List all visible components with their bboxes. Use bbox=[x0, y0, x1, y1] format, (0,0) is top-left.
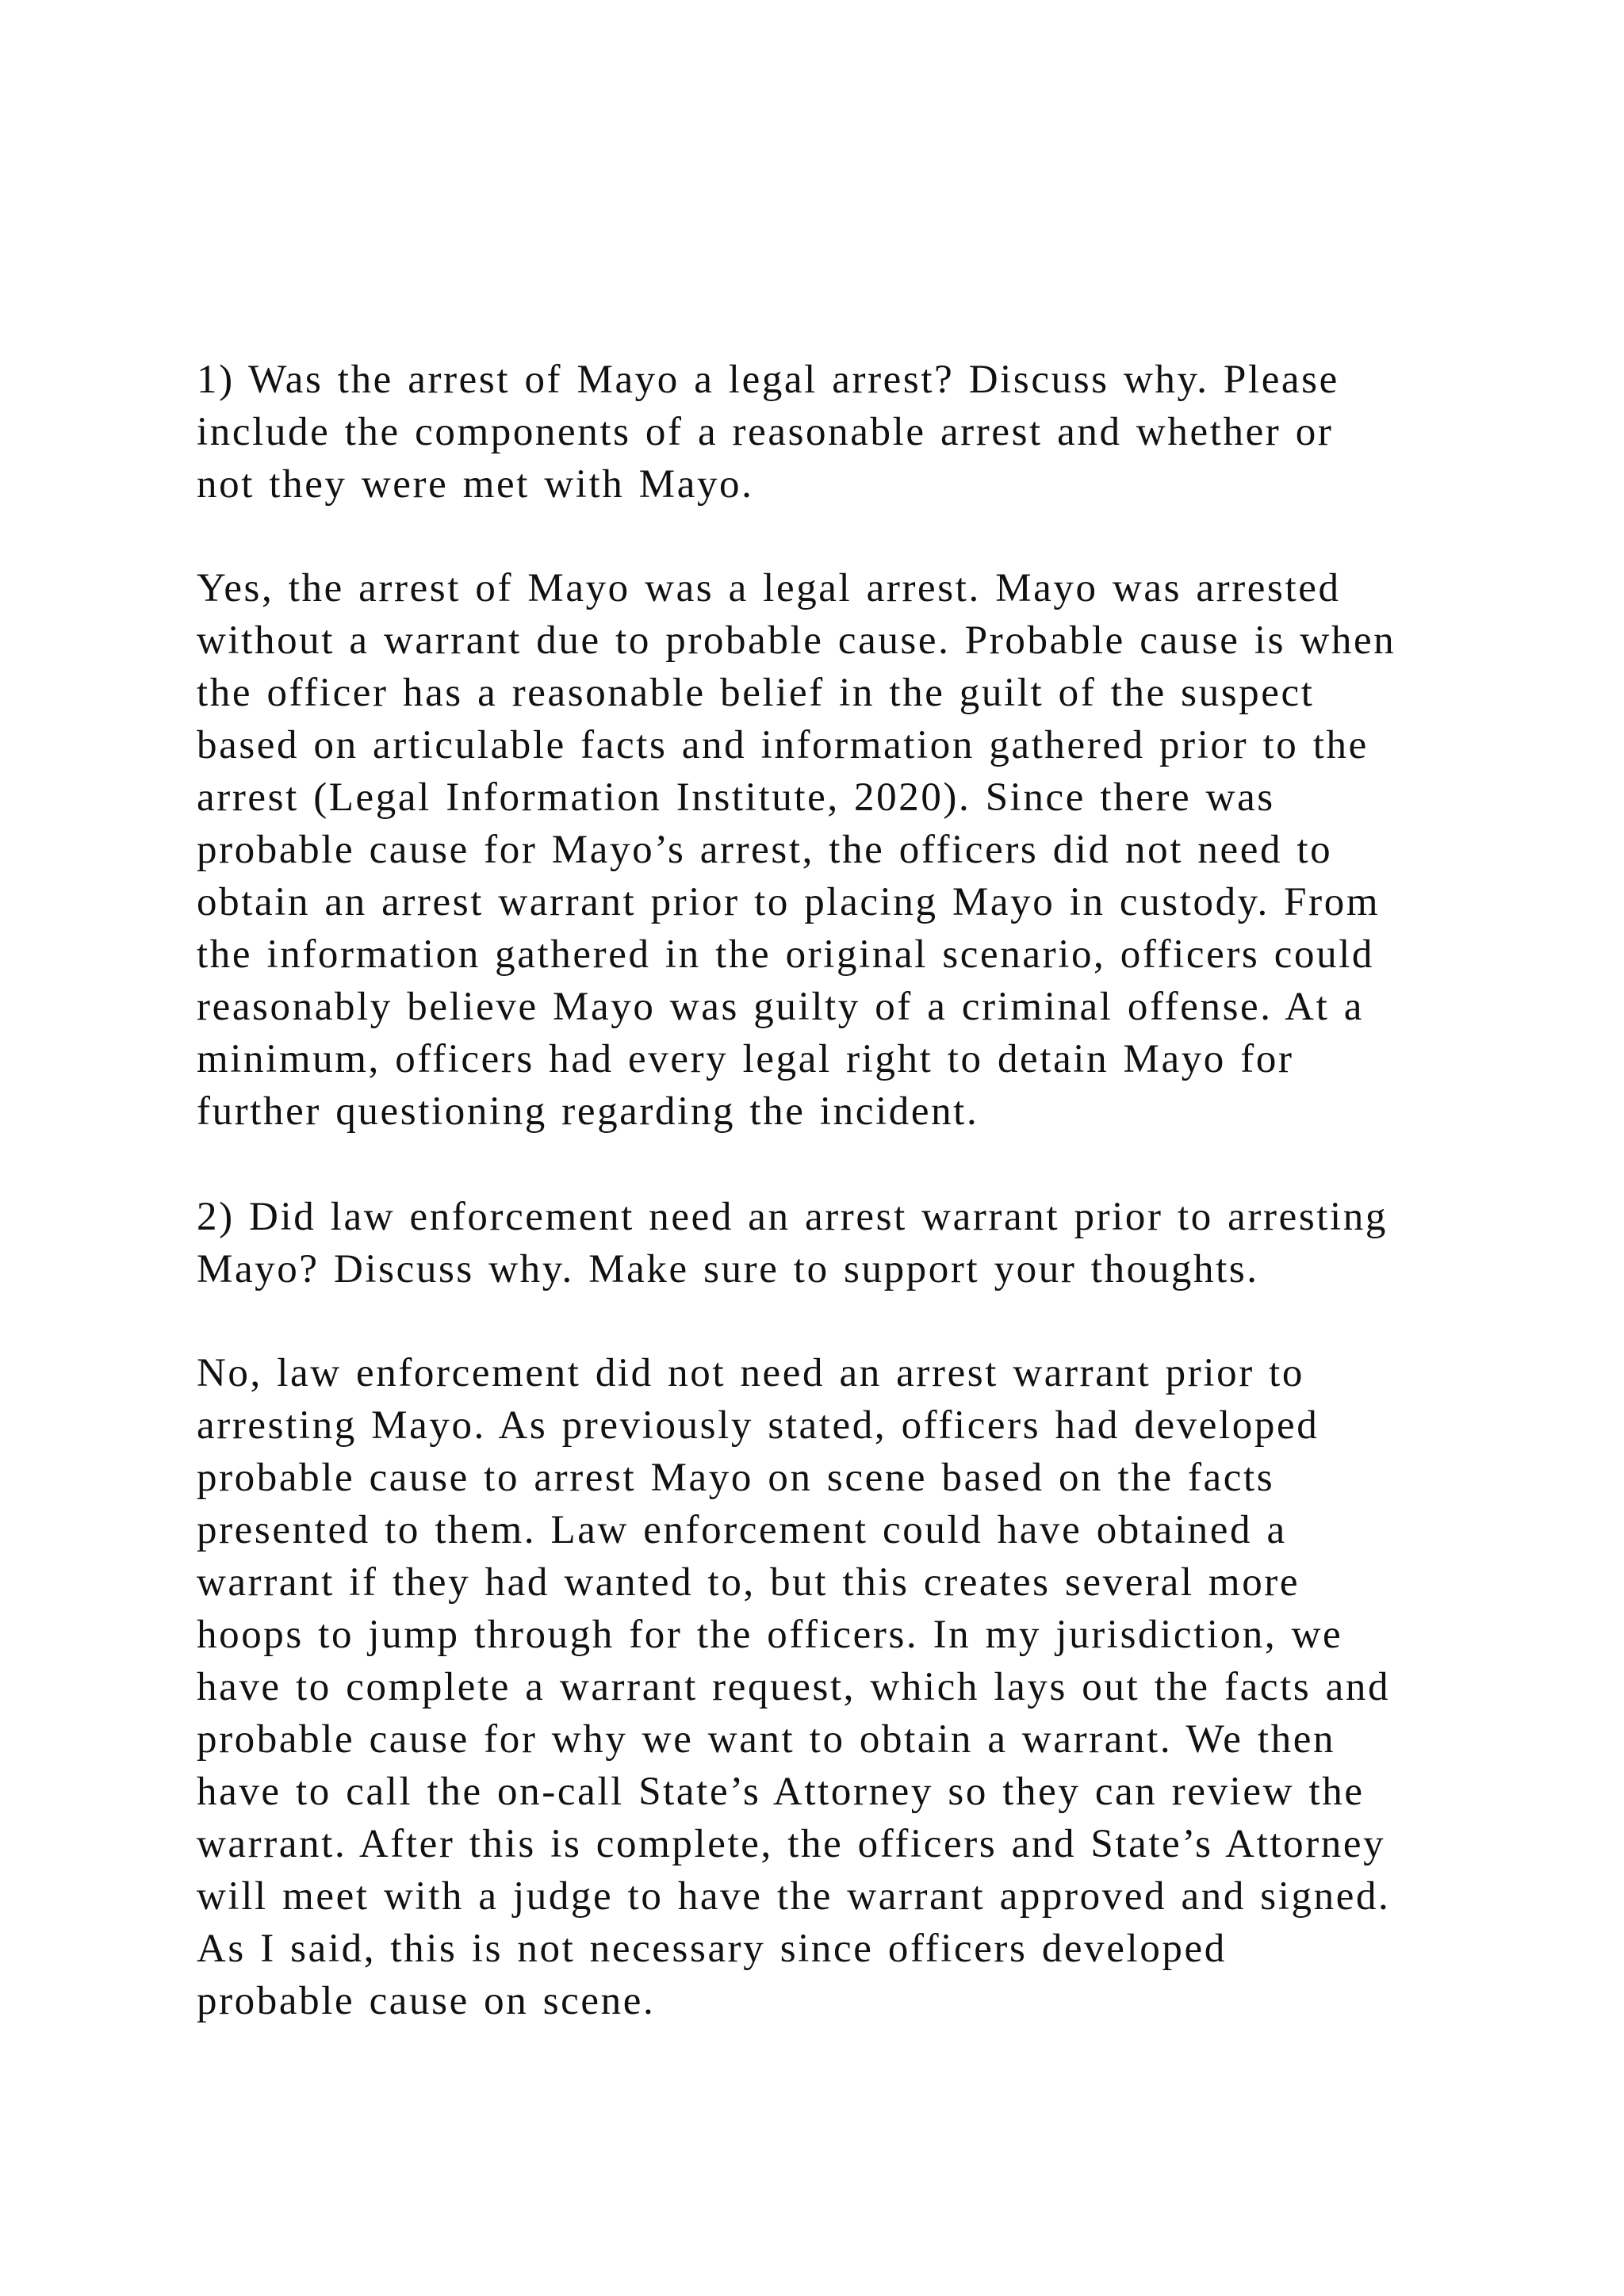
question-1-answer-line: the officer has a reasonable belief in the guilt of the suspect bbox=[197, 671, 1315, 715]
question-2-prompt-line: Mayo? Discuss why. Make sure to support your thoughts. bbox=[197, 1247, 1259, 1292]
question-2-answer-line: probable cause to arrest Mayo on scene based on the facts bbox=[197, 1456, 1275, 1500]
question-2-answer-line: have to complete a warrant request, which lays out the facts and bbox=[197, 1665, 1391, 1709]
question-1-answer-line: obtain an arrest warrant prior to placing Mayo in custody. From bbox=[197, 880, 1381, 924]
question-1-answer-line: based on articulable facts and information gathered prior to the bbox=[197, 723, 1369, 767]
question-2-answer-line: As I said, this is not necessary since officers developed bbox=[197, 1927, 1227, 1971]
question-2-answer-line: hoops to jump through for the officers. In my jurisdiction, we bbox=[197, 1613, 1343, 1657]
question-1-prompt-line: include the components of a reasonable arrest and whether or bbox=[197, 410, 1334, 454]
question-1-answer-line: without a warrant due to probable cause. Probable cause is when bbox=[197, 618, 1396, 663]
question-1-answer-line: the information gathered in the original scenario, officers could bbox=[197, 932, 1375, 977]
question-1-prompt-line: 1) Was the arrest of Mayo a legal arrest? Discuss why. Please bbox=[197, 358, 1339, 402]
question-2-answer-line: will meet with a judge to have the warrant approved and signed. bbox=[197, 1874, 1391, 1919]
question-2-answer-line: have to call the on-call State’s Attorney so they can review the bbox=[197, 1770, 1365, 1814]
question-1-answer-line: Yes, the arrest of Mayo was a legal arrest. Mayo was arrested bbox=[197, 566, 1341, 610]
question-1-answer-line: arrest (Legal Information Institute, 2020). Since there was bbox=[197, 775, 1275, 820]
question-1-answer-line: further questioning regarding the incident. bbox=[197, 1089, 979, 1134]
question-1-answer-line: minimum, officers had every legal right to detain Mayo for bbox=[197, 1037, 1294, 1081]
question-2-answer-line: probable cause for why we want to obtain a warrant. We then bbox=[197, 1717, 1336, 1762]
question-2-answer-line: presented to them. Law enforcement could have obtained a bbox=[197, 1508, 1287, 1552]
question-2-prompt-line: 2) Did law enforcement need an arrest warrant prior to arresting bbox=[197, 1195, 1388, 1239]
question-1-answer bbox=[197, 562, 1450, 1138]
question-1-prompt-line: not they were met with Mayo. bbox=[197, 462, 754, 507]
question-1-answer-line: reasonably believe Mayo was guilty of a criminal offense. At a bbox=[197, 985, 1364, 1029]
question-2-answer bbox=[197, 1347, 1450, 2027]
question-2-answer-line: arresting Mayo. As previously stated, officers had developed bbox=[197, 1403, 1320, 1448]
question-1-answer-line: probable cause for Mayo’s arrest, the officers did not need to bbox=[197, 828, 1333, 872]
question-2-answer-line: No, law enforcement did not need an arrest warrant prior to bbox=[197, 1351, 1305, 1395]
question-2-answer-line: warrant. After this is complete, the officers and State’s Attorney bbox=[197, 1822, 1386, 1866]
question-2-answer-line: probable cause on scene. bbox=[197, 1979, 656, 2023]
question-2-answer-line: warrant if they had wanted to, but this creates several more bbox=[197, 1560, 1300, 1605]
question-1-prompt bbox=[197, 354, 1450, 511]
question-2-prompt bbox=[197, 1191, 1450, 1295]
